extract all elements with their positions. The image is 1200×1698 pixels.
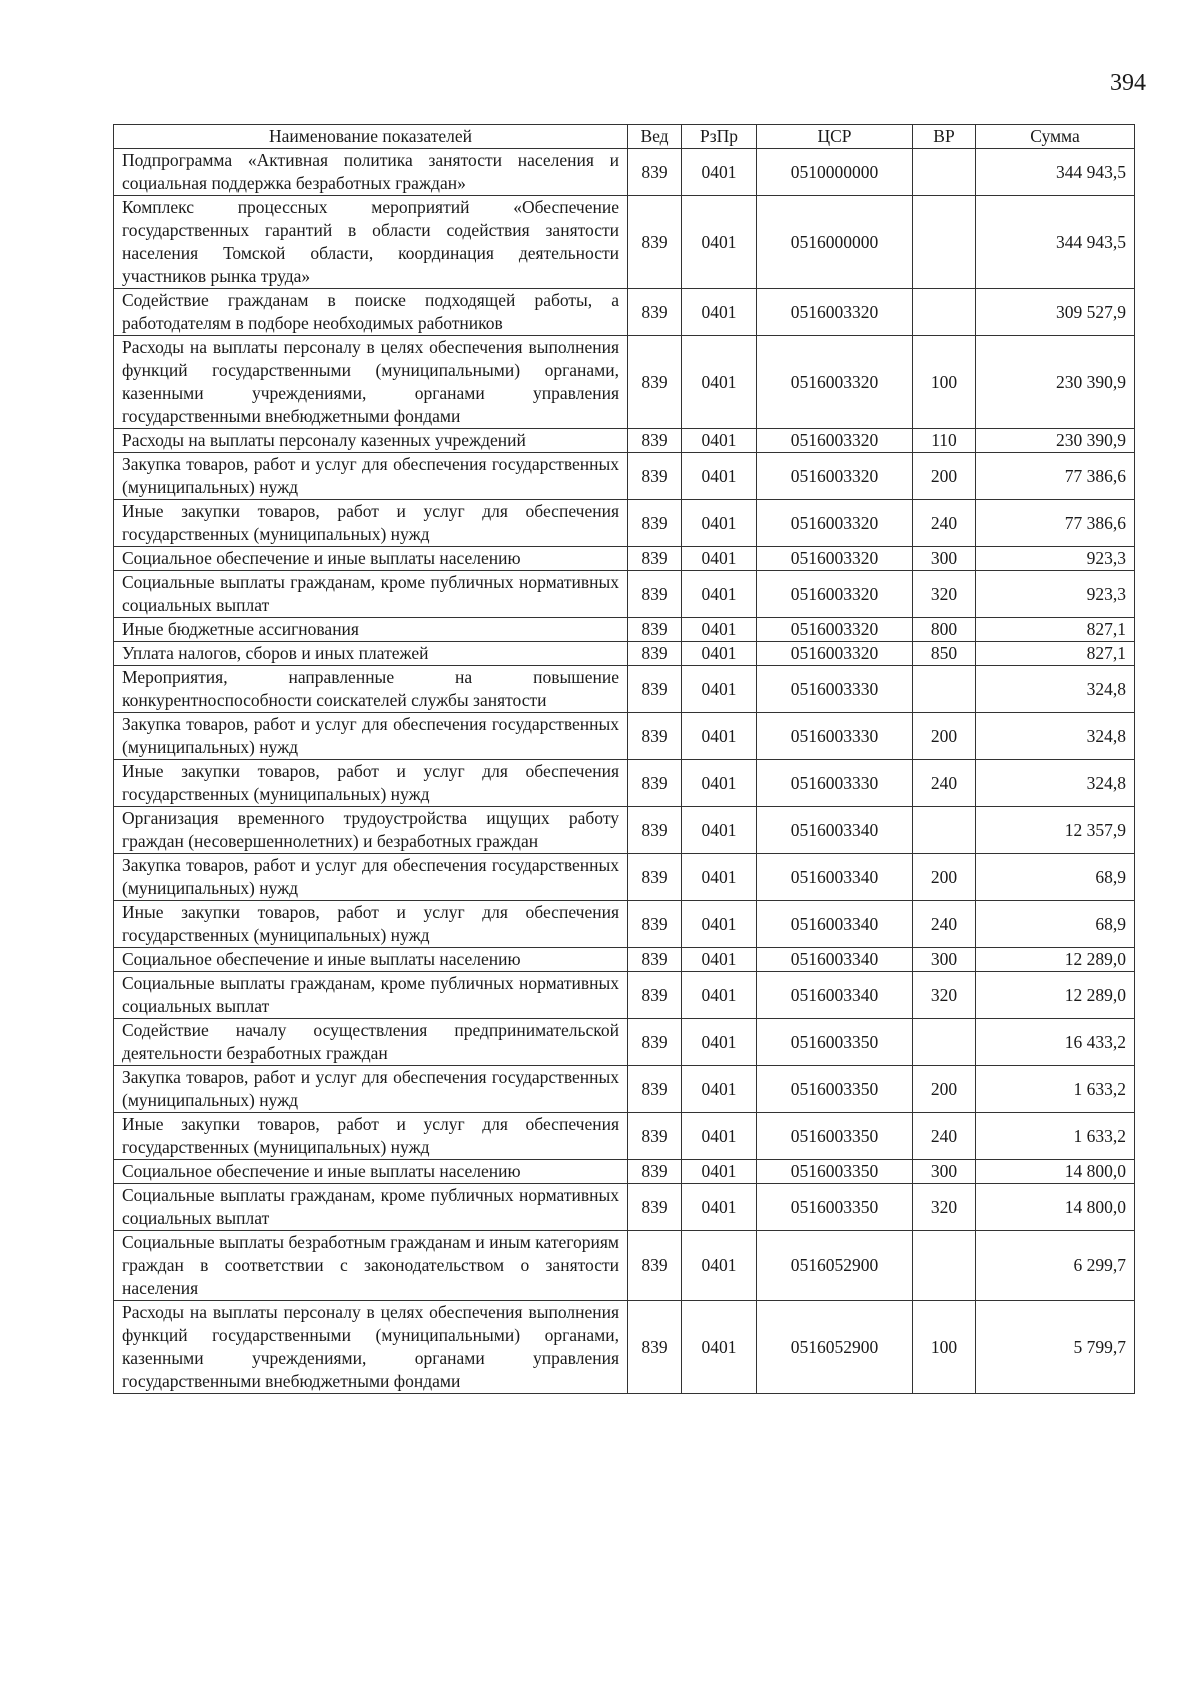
- row-rzpr: 0401: [682, 642, 757, 666]
- row-vr: [913, 196, 976, 289]
- row-rzpr: 0401: [682, 571, 757, 618]
- row-sum: 344 943,5: [976, 149, 1135, 196]
- row-sum: 12 289,0: [976, 948, 1135, 972]
- table-row: [114, 618, 1135, 642]
- row-vr: 300: [913, 547, 976, 571]
- row-vr: 200: [913, 854, 976, 901]
- row-sum: 77 386,6: [976, 500, 1135, 547]
- row-rzpr: 0401: [682, 948, 757, 972]
- budget-table: [113, 124, 1135, 1394]
- table-row: [114, 854, 1135, 901]
- table-row: [114, 972, 1135, 1019]
- row-sum: 324,8: [976, 666, 1135, 713]
- row-rzpr: 0401: [682, 1231, 757, 1301]
- row-name: Расходы на выплаты персоналу казенных учреждений: [114, 429, 628, 453]
- row-ved: 839: [628, 642, 682, 666]
- row-csr: 0516003320: [757, 429, 913, 453]
- row-vr: 240: [913, 760, 976, 807]
- row-csr: 0516003330: [757, 666, 913, 713]
- header-ved: Вед: [628, 125, 682, 149]
- row-csr: 0516003340: [757, 854, 913, 901]
- row-rzpr: 0401: [682, 1184, 757, 1231]
- row-name: Подпрограмма «Активная политика занятости населения и социальная поддержка безработных граждан»: [114, 149, 628, 196]
- table-row: [114, 336, 1135, 429]
- row-vr: 200: [913, 1066, 976, 1113]
- row-csr: 0516003320: [757, 336, 913, 429]
- row-vr: 240: [913, 901, 976, 948]
- row-csr: 0516003320: [757, 571, 913, 618]
- row-rzpr: 0401: [682, 901, 757, 948]
- table-row: [114, 289, 1135, 336]
- row-name: Расходы на выплаты персоналу в целях обеспечения выполнения функций государственными (муниципальными) органами, казенными учреждениями, органами управления государственными внебюджетными фондами: [114, 1301, 628, 1394]
- row-name: Организация временного трудоустройства ищущих работу граждан (несовершеннолетних) и безработных граждан: [114, 807, 628, 854]
- row-ved: 839: [628, 547, 682, 571]
- row-csr: 0510000000: [757, 149, 913, 196]
- row-ved: 839: [628, 666, 682, 713]
- row-rzpr: 0401: [682, 972, 757, 1019]
- row-name: Расходы на выплаты персоналу в целях обеспечения выполнения функций государственными (муниципальными) органами, казенными учреждениями, органами управления государственными внебюджетными фондами: [114, 336, 628, 429]
- row-ved: 839: [628, 429, 682, 453]
- row-name: Социальные выплаты гражданам, кроме публичных нормативных социальных выплат: [114, 1184, 628, 1231]
- table-row: [114, 149, 1135, 196]
- row-rzpr: 0401: [682, 1113, 757, 1160]
- row-sum: 68,9: [976, 901, 1135, 948]
- row-vr: 200: [913, 453, 976, 500]
- row-vr: 100: [913, 1301, 976, 1394]
- row-csr: 0516003350: [757, 1184, 913, 1231]
- row-sum: 14 800,0: [976, 1184, 1135, 1231]
- header-sum: Сумма: [976, 125, 1135, 149]
- row-name: Социальные выплаты гражданам, кроме публичных нормативных социальных выплат: [114, 972, 628, 1019]
- table-row: [114, 429, 1135, 453]
- row-ved: 839: [628, 1184, 682, 1231]
- row-ved: 839: [628, 1231, 682, 1301]
- row-csr: 0516003340: [757, 972, 913, 1019]
- row-vr: [913, 1019, 976, 1066]
- row-rzpr: 0401: [682, 618, 757, 642]
- row-vr: 320: [913, 972, 976, 1019]
- row-vr: [913, 807, 976, 854]
- table-row: [114, 642, 1135, 666]
- row-ved: 839: [628, 1113, 682, 1160]
- table-row: [114, 1231, 1135, 1301]
- row-sum: 827,1: [976, 642, 1135, 666]
- row-rzpr: 0401: [682, 500, 757, 547]
- row-name: Мероприятия, направленные на повышение конкурентноспособности соискателей службы занятости: [114, 666, 628, 713]
- row-csr: 0516003320: [757, 289, 913, 336]
- header-rzpr: РзПр: [682, 125, 757, 149]
- row-name: Социальные выплаты безработным гражданам и иным категориям граждан в соответствии с законодательством о занятости населения: [114, 1231, 628, 1301]
- row-sum: 230 390,9: [976, 336, 1135, 429]
- table-row: [114, 500, 1135, 547]
- row-rzpr: 0401: [682, 149, 757, 196]
- row-ved: 839: [628, 500, 682, 547]
- row-csr: 0516003320: [757, 618, 913, 642]
- row-rzpr: 0401: [682, 1066, 757, 1113]
- row-csr: 0516003340: [757, 948, 913, 972]
- row-vr: 240: [913, 1113, 976, 1160]
- table-header-row: [114, 125, 1135, 149]
- row-csr: 0516003340: [757, 807, 913, 854]
- row-name: Социальное обеспечение и иные выплаты населению: [114, 547, 628, 571]
- row-sum: 68,9: [976, 854, 1135, 901]
- row-name: Иные закупки товаров, работ и услуг для обеспечения государственных (муниципальных) нужд: [114, 760, 628, 807]
- row-name: Уплата налогов, сборов и иных платежей: [114, 642, 628, 666]
- row-ved: 839: [628, 1160, 682, 1184]
- row-ved: 839: [628, 1066, 682, 1113]
- row-rzpr: 0401: [682, 1019, 757, 1066]
- row-ved: 839: [628, 807, 682, 854]
- row-csr: 0516003330: [757, 760, 913, 807]
- header-name: Наименование показателей: [114, 125, 628, 149]
- row-vr: 800: [913, 618, 976, 642]
- row-vr: [913, 666, 976, 713]
- row-csr: 0516003350: [757, 1019, 913, 1066]
- row-sum: 344 943,5: [976, 196, 1135, 289]
- row-name: Иные закупки товаров, работ и услуг для обеспечения государственных (муниципальных) нужд: [114, 1113, 628, 1160]
- table-row: [114, 453, 1135, 500]
- table-row: [114, 948, 1135, 972]
- row-rzpr: 0401: [682, 289, 757, 336]
- row-ved: 839: [628, 854, 682, 901]
- row-rzpr: 0401: [682, 807, 757, 854]
- table-row: [114, 1066, 1135, 1113]
- row-rzpr: 0401: [682, 666, 757, 713]
- row-ved: 839: [628, 948, 682, 972]
- row-name: Социальные выплаты гражданам, кроме публичных нормативных социальных выплат: [114, 571, 628, 618]
- row-rzpr: 0401: [682, 336, 757, 429]
- row-vr: [913, 289, 976, 336]
- table-row: [114, 1184, 1135, 1231]
- row-rzpr: 0401: [682, 713, 757, 760]
- table-row: [114, 196, 1135, 289]
- row-ved: 839: [628, 1019, 682, 1066]
- row-vr: 320: [913, 1184, 976, 1231]
- row-sum: 12 357,9: [976, 807, 1135, 854]
- row-sum: 16 433,2: [976, 1019, 1135, 1066]
- row-ved: 839: [628, 336, 682, 429]
- row-sum: 324,8: [976, 713, 1135, 760]
- row-sum: 77 386,6: [976, 453, 1135, 500]
- row-csr: 0516000000: [757, 196, 913, 289]
- row-sum: 14 800,0: [976, 1160, 1135, 1184]
- row-name: Содействие началу осуществления предпринимательской деятельности безработных граждан: [114, 1019, 628, 1066]
- table-row: [114, 547, 1135, 571]
- row-name: Комплекс процессных мероприятий «Обеспечение государственных гарантий в области содействия занятости населения Томской области, координация деятельности участников рынка труда»: [114, 196, 628, 289]
- header-csr: ЦСР: [757, 125, 913, 149]
- row-sum: 923,3: [976, 571, 1135, 618]
- row-vr: 240: [913, 500, 976, 547]
- page-number: 394: [1110, 70, 1146, 96]
- row-ved: 839: [628, 713, 682, 760]
- row-sum: 324,8: [976, 760, 1135, 807]
- row-ved: 839: [628, 1301, 682, 1394]
- row-rzpr: 0401: [682, 196, 757, 289]
- table-row: [114, 1019, 1135, 1066]
- row-ved: 839: [628, 760, 682, 807]
- row-ved: 839: [628, 618, 682, 642]
- row-rzpr: 0401: [682, 1160, 757, 1184]
- row-name: Социальное обеспечение и иные выплаты населению: [114, 948, 628, 972]
- row-name: Закупка товаров, работ и услуг для обеспечения государственных (муниципальных) нужд: [114, 1066, 628, 1113]
- row-name: Закупка товаров, работ и услуг для обеспечения государственных (муниципальных) нужд: [114, 713, 628, 760]
- row-name: Закупка товаров, работ и услуг для обеспечения государственных (муниципальных) нужд: [114, 854, 628, 901]
- row-sum: 6 299,7: [976, 1231, 1135, 1301]
- row-csr: 0516003340: [757, 901, 913, 948]
- table-row: [114, 666, 1135, 713]
- table-row: [114, 713, 1135, 760]
- table-row: [114, 571, 1135, 618]
- row-csr: 0516003350: [757, 1160, 913, 1184]
- row-vr: 300: [913, 1160, 976, 1184]
- row-vr: 110: [913, 429, 976, 453]
- table-row: [114, 807, 1135, 854]
- row-ved: 839: [628, 972, 682, 1019]
- row-rzpr: 0401: [682, 547, 757, 571]
- row-vr: 320: [913, 571, 976, 618]
- row-sum: 827,1: [976, 618, 1135, 642]
- row-csr: 0516003330: [757, 713, 913, 760]
- row-vr: [913, 1231, 976, 1301]
- row-csr: 0516052900: [757, 1301, 913, 1394]
- row-rzpr: 0401: [682, 1301, 757, 1394]
- row-sum: 309 527,9: [976, 289, 1135, 336]
- row-sum: 1 633,2: [976, 1066, 1135, 1113]
- row-csr: 0516052900: [757, 1231, 913, 1301]
- row-vr: 100: [913, 336, 976, 429]
- table-row: [114, 1160, 1135, 1184]
- row-rzpr: 0401: [682, 854, 757, 901]
- row-rzpr: 0401: [682, 429, 757, 453]
- row-csr: 0516003350: [757, 1113, 913, 1160]
- row-rzpr: 0401: [682, 760, 757, 807]
- row-rzpr: 0401: [682, 453, 757, 500]
- row-sum: 12 289,0: [976, 972, 1135, 1019]
- row-ved: 839: [628, 149, 682, 196]
- row-ved: 839: [628, 196, 682, 289]
- row-name: Иные закупки товаров, работ и услуг для обеспечения государственных (муниципальных) нужд: [114, 901, 628, 948]
- row-name: Иные закупки товаров, работ и услуг для обеспечения государственных (муниципальных) нужд: [114, 500, 628, 547]
- row-vr: 300: [913, 948, 976, 972]
- table-row: [114, 760, 1135, 807]
- row-csr: 0516003320: [757, 642, 913, 666]
- row-vr: [913, 149, 976, 196]
- row-csr: 0516003320: [757, 500, 913, 547]
- header-vr: ВР: [913, 125, 976, 149]
- row-name: Содействие гражданам в поиске подходящей работы, а работодателям в подборе необходимых работников: [114, 289, 628, 336]
- row-ved: 839: [628, 901, 682, 948]
- row-csr: 0516003320: [757, 453, 913, 500]
- row-sum: 5 799,7: [976, 1301, 1135, 1394]
- row-name: Закупка товаров, работ и услуг для обеспечения государственных (муниципальных) нужд: [114, 453, 628, 500]
- table-row: [114, 1113, 1135, 1160]
- row-csr: 0516003320: [757, 547, 913, 571]
- row-vr: 850: [913, 642, 976, 666]
- table-row: [114, 1301, 1135, 1394]
- row-sum: 230 390,9: [976, 429, 1135, 453]
- table-row: [114, 901, 1135, 948]
- row-ved: 839: [628, 453, 682, 500]
- row-name: Иные бюджетные ассигнования: [114, 618, 628, 642]
- row-sum: 1 633,2: [976, 1113, 1135, 1160]
- row-csr: 0516003350: [757, 1066, 913, 1113]
- row-sum: 923,3: [976, 547, 1135, 571]
- row-name: Социальное обеспечение и иные выплаты населению: [114, 1160, 628, 1184]
- row-ved: 839: [628, 571, 682, 618]
- row-ved: 839: [628, 289, 682, 336]
- row-vr: 200: [913, 713, 976, 760]
